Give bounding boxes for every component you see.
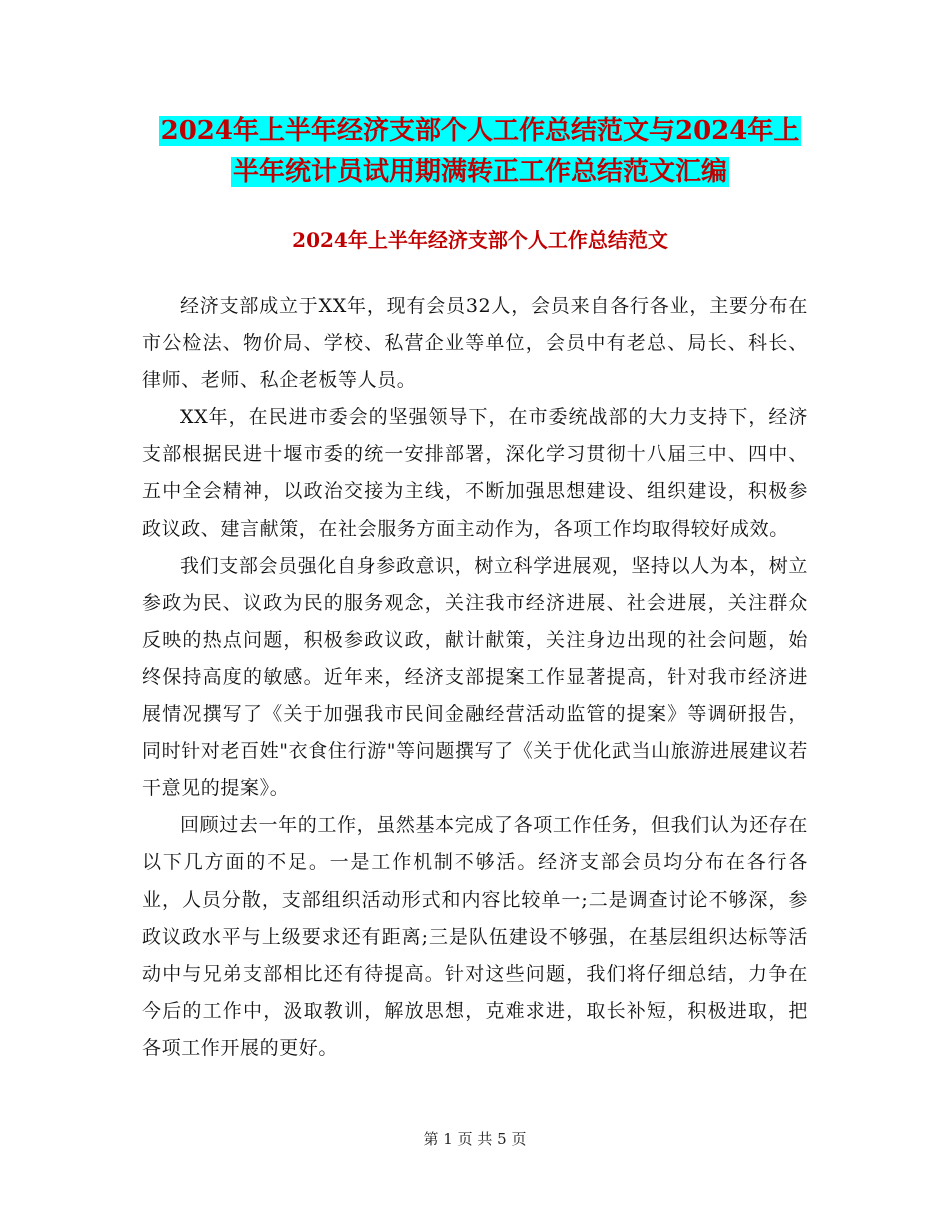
title-highlight-1: 2024年上半年经济支部个人工作总结范文与2024年上 <box>160 116 800 146</box>
paragraph-4: 回顾过去一年的工作，虽然基本完成了各项工作任务，但我们认为还存在以下几方面的不足。一是工作机制不够活。经济支部会员均分布在各行各业，人员分散，支部组织活动形式和内容比较单一;二是调查讨论不够深，参政议政水平与上级要求还有距离;三是队伍建设不够强，在基层组织达标等活动中与兄弟支部相比还有待提高。针对这些问题，我们将仔细总结，力争在今后的工作中，汲取教训，解放思想，克难求进，取长补短，积极进取，把各项工作开展的更好。 <box>142 814 808 1059</box>
document-title-line-2 <box>140 152 820 192</box>
paragraph-3: 我们支部会员强化自身参政意识，树立科学进展观，坚持以人为本，树立参政为民、议政为民的服务观念，关注我市经济进展、社会进展，关注群众反映的热点问题，积极参政议政，献计献策，关注身边出现的社会问题，始终保持高度的敏感。近年来，经济支部提案工作显著提高，针对我市经济进展情况撰写了《关于加强我市民间金融经营活动监管的提案》等调研报告，同时针对老百姓"衣食住行游"等问题撰写了《关于优化武当山旅游进展建议若干意见的提案》。 <box>142 554 808 800</box>
document-body <box>142 288 808 1067</box>
document-title-line-1 <box>140 111 820 151</box>
page-number-footer: 第 1 页 共 5 页 <box>423 1130 527 1148</box>
paragraph-2: XX年，在民进市委会的坚强领导下，在市委统战部的大力支持下，经济支部根据民进十堰市委的统一安排部署，深化学习贯彻十八届三中、四中、五中全会精神，以政治交接为主线，不断加强思想建设、组织建设，积极参政议政、建言献策，在社会服务方面主动作为，各项工作均取得较好成效。 <box>142 406 808 540</box>
paragraph-1: 经济支部成立于XX年，现有会员32人，会员来自各行各业，主要分布在市公检法、物价局、学校、私营企业等单位，会员中有老总、局长、科长、律师、老师、私企老板等人员。 <box>142 295 808 392</box>
title-highlight-2: 半年统计员试用期满转正工作总结范文汇编 <box>232 157 727 187</box>
section-title: 2024年上半年经济支部个人工作总结范文 <box>292 228 668 252</box>
